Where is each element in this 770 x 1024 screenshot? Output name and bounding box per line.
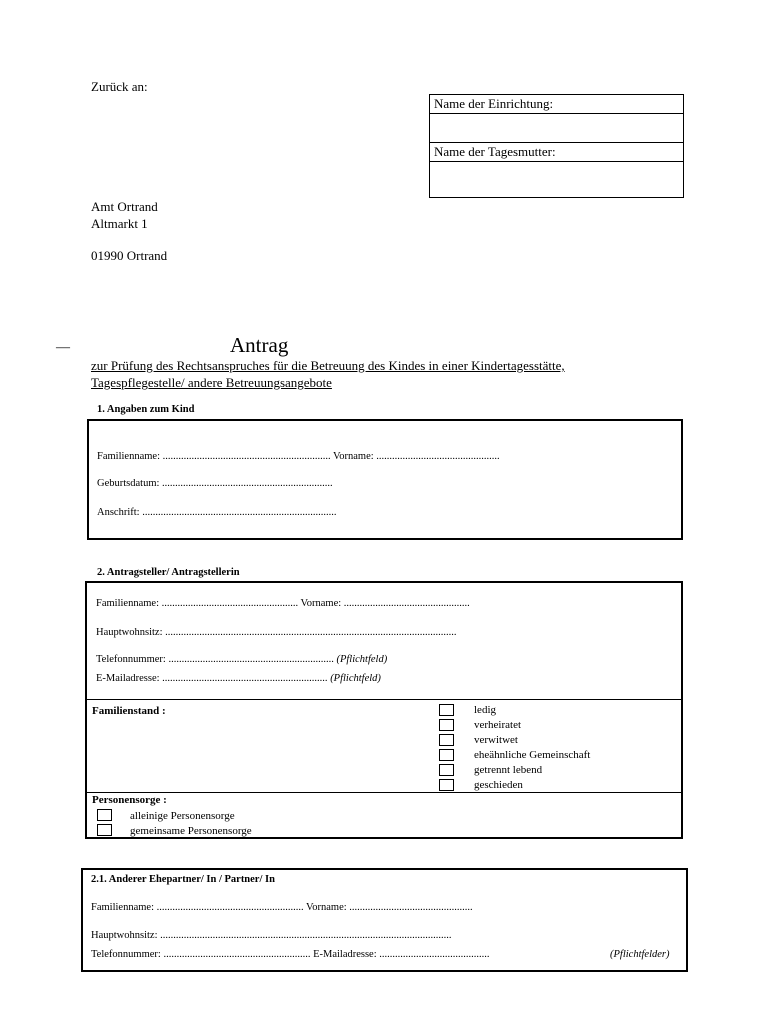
partner-family-name-field[interactable]: Familienname: ........................................................ Vorname: ...............................................	[91, 902, 473, 913]
subtitle-line2: Tagespflegestelle/ andere Betreuungsangebote	[91, 375, 332, 390]
return-to-label: Zurück an:	[91, 79, 148, 94]
section1-box	[87, 419, 683, 540]
child-address-field[interactable]: Anschrift: ..........................................................................	[97, 507, 337, 518]
marital-ledig-checkbox[interactable]	[439, 704, 454, 716]
section21-heading: 2.1. Anderer Ehepartner/ In / Partner/ In	[91, 874, 275, 885]
facility-name-label: Name der Einrichtung:	[434, 96, 554, 111]
section1-heading: 1. Angaben zum Kind	[97, 404, 195, 415]
marital-separated-label: getrennt lebend	[474, 764, 543, 776]
partner-phone-email-field[interactable]: Telefonnummer: ........................................................ E-Mailadresse: ..........................................	[91, 949, 490, 960]
child-birth-date-field[interactable]: Geburtsdatum: .................................................................	[97, 478, 333, 489]
marital-divorced-checkbox[interactable]	[439, 779, 454, 791]
facility-info-box	[429, 94, 684, 198]
title-dash: —	[56, 340, 70, 355]
marital-ledig-label: ledig	[474, 704, 496, 716]
section21-box	[81, 868, 688, 972]
marital-verheiratet-label: verheiratet	[474, 719, 522, 731]
page-title: Antrag	[230, 333, 289, 357]
custody-joint-checkbox[interactable]	[97, 824, 112, 836]
custody-sole-label: alleinige Personensorge	[130, 810, 235, 822]
marital-status-label: Familienstand :	[92, 705, 166, 717]
applicant-family-name-field[interactable]: Familienname: .................................................... Vorname: ................................................	[96, 598, 470, 609]
child-family-name-field[interactable]: Familienname: ................................................................ Vorname: ...............................................	[97, 451, 500, 462]
marital-verheiratet-checkbox[interactable]	[439, 719, 454, 731]
applicant-phone-row	[96, 654, 387, 665]
marital-verwitwet-checkbox[interactable]	[439, 734, 454, 746]
applicant-phone-field[interactable]: Telefonnummer: ...............................................................	[96, 654, 337, 665]
marital-partnership-checkbox[interactable]	[439, 749, 454, 761]
return-address-line3: 01990 Ortrand	[91, 248, 168, 263]
applicant-email-field[interactable]: E-Mailadresse: ...............................................................	[96, 673, 331, 684]
section2-box	[85, 581, 683, 839]
marital-divorced-label: geschieden	[474, 779, 523, 791]
phone-required-note: (Pflichtfeld)	[336, 654, 388, 665]
subtitle-line1: zur Prüfung des Rechtsanspruches für die Betreuung des Kindes in einer Kindertagesstätte,	[91, 358, 565, 373]
custody-joint-label: gemeinsame Personensorge	[130, 825, 252, 837]
partner-required-note: (Pflichtfelder)	[610, 949, 670, 960]
applicant-email-row	[96, 673, 381, 684]
marital-separated-checkbox[interactable]	[439, 764, 454, 776]
custody-sole-checkbox[interactable]	[97, 809, 112, 821]
partner-residence-field[interactable]: Hauptwohnsitz: ...............................................................................................................	[91, 930, 452, 941]
marital-verwitwet-label: verwitwet	[474, 734, 518, 746]
return-address-line1: Amt Ortrand	[91, 199, 158, 214]
custody-label: Personensorge :	[92, 794, 167, 806]
email-required-note: (Pflichtfeld)	[330, 673, 381, 684]
applicant-residence-field[interactable]: Hauptwohnsitz: ...............................................................................................................	[96, 627, 457, 638]
childminder-name-label: Name der Tagesmutter:	[434, 144, 556, 159]
marital-partnership-label: eheähnliche Gemeinschaft	[474, 749, 591, 761]
return-address-line2: Altmarkt 1	[91, 216, 148, 231]
section2-heading: 2. Antragsteller/ Antragstellerin	[97, 567, 240, 578]
